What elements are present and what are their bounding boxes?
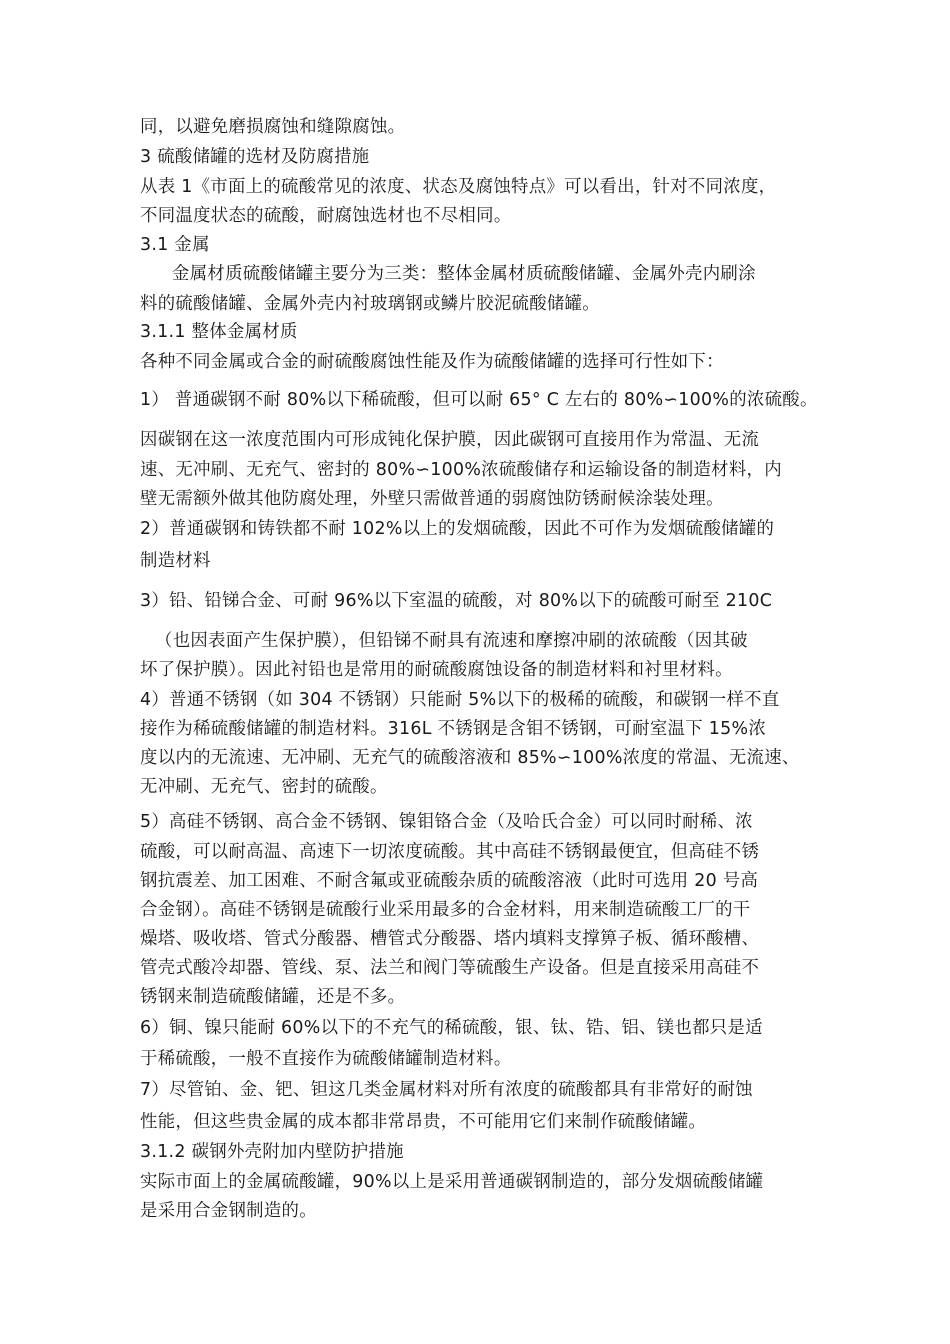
text-line: 各种不同金属或合金的耐硫酸腐蚀性能及作为硫酸储罐的选择可行性如下： [140,352,724,372]
text-line: 实际市面上的金属硫酸罐，90%以上是采用普通碳钢制造的，部分发烟硫酸储罐 [140,1172,764,1192]
text-line: 是采用合金钢制造的。 [140,1201,317,1221]
text-line: 无冲刷、无充气、密封的硫酸。 [140,777,388,797]
text-line: 锈钢来制造硫酸储罐，还是不多。 [140,987,406,1007]
section-heading: 3.1 金属 [140,235,210,255]
section-heading: 3.1.1 整体金属材质 [140,322,298,342]
text-line: 制造材料 [140,551,211,571]
section-heading: 3.1.2 碳钢外壳附加内壁防护措施 [140,1142,404,1162]
text-line: 因碳钢在这一浓度范围内可形成钝化保护膜，因此碳钢可直接用作为常温、无流 [140,430,760,450]
list-item: 7）尽管铂、金、钯、钽这几类金属材料对所有浓度的硫酸都具有非常好的耐蚀 [140,1080,753,1100]
text-line: 合金钢）。高硅不锈钢是硫酸行业采用最多的合金材料，用来制造硫酸工厂的干 [140,900,751,920]
list-item: 3）铅、铅锑合金、可耐 96%以下室温的硫酸，对 80%以下的硫酸可耐至 210C [140,591,773,611]
text-line: 壁无需额外做其他防腐处理，外壁只需做普通的弱腐蚀防锈耐候涂装处理。 [140,489,724,509]
list-item: 5）高硅不锈钢、高合金不锈钢、镍钼铬合金（及哈氏合金）可以同时耐稀、浓 [140,812,753,832]
text-line: 速、无冲刷、无充气、密封的 80%∽100%浓硫酸储存和运输设备的制造材料，内 [140,460,782,480]
text-line: 硫酸，可以耐高温、高速下一切浓度硫酸。其中高硅不锈钢最便宜，但高硅不锈 [140,842,760,862]
text-line: （也因表面产生保护膜），但铅锑不耐具有流速和摩擦冲刷的浓硫酸（因其破 [155,631,748,651]
text-line: 金属材质硫酸储罐主要分为三类：整体金属材质硫酸储罐、金属外壳内刷涂 [172,264,756,284]
text-line: 燥塔、吸收塔、管式分酸器、槽管式分酸器、塔内填料支撑箅子板、循环酸槽、 [140,929,760,949]
text-line: 坏了保护膜）。因此衬铅也是常用的耐硫酸腐蚀设备的制造材料和衬里材料。 [140,660,733,680]
list-item: 2）普通碳钢和铸铁都不耐 102%以上的发烟硫酸，因此不可作为发烟硫酸储罐的 [140,519,775,539]
text-line: 管壳式酸冷却器、管线、泵、法兰和阀门等硫酸生产设备。但是直接采用高硅不 [140,958,760,978]
section-heading: 3 硫酸储罐的选材及防腐措施 [140,147,370,167]
list-item: 6）铜、镍只能耐 60%以下的不充气的稀硫酸，银、钛、锆、铝、镁也都只是适 [140,1018,763,1038]
text-line: 同，以避免磨损腐蚀和缝隙腐蚀。 [140,117,406,137]
text-line: 从表 1《市面上的硫酸常见的浓度、状态及腐蚀特点》可以看出，针对不同浓度， [140,177,777,197]
text-line: 料的硫酸储罐、金属外壳内衬玻璃钢或鳞片胶泥硫酸储罐。 [140,294,600,314]
text-line: 于稀硫酸，一般不直接作为硫酸储罐制造材料。 [140,1049,512,1069]
text-line: 接作为稀硫酸储罐的制造材料。316L 不锈钢是含钼不锈钢，可耐室温下 15%浓 [140,719,767,739]
text-line: 性能，但这些贵金属的成本都非常昂贵，不可能用它们来制作硫酸储罐。 [140,1112,707,1132]
text-line: 钢抗震差、加工困难、不耐含氟或亚硫酸杂质的硫酸溶液（此时可选用 20 号高 [140,871,759,891]
text-line: 度以内的无流速、无冲刷、无充气的硫酸溶液和 85%∽100%浓度的常温、无流速、 [140,748,800,768]
list-item: 4）普通不锈钢（如 304 不锈钢）只能耐 5%以下的极稀的硫酸，和碳钢一样不直 [140,690,780,710]
list-item: 1） 普通碳钢不耐 80%以下稀硫酸，但可以耐 65° C 左右的 80%∽100%的浓硫酸。 [140,390,818,410]
text-line: 不同温度状态的硫酸，耐腐蚀选材也不尽相同。 [140,206,512,226]
